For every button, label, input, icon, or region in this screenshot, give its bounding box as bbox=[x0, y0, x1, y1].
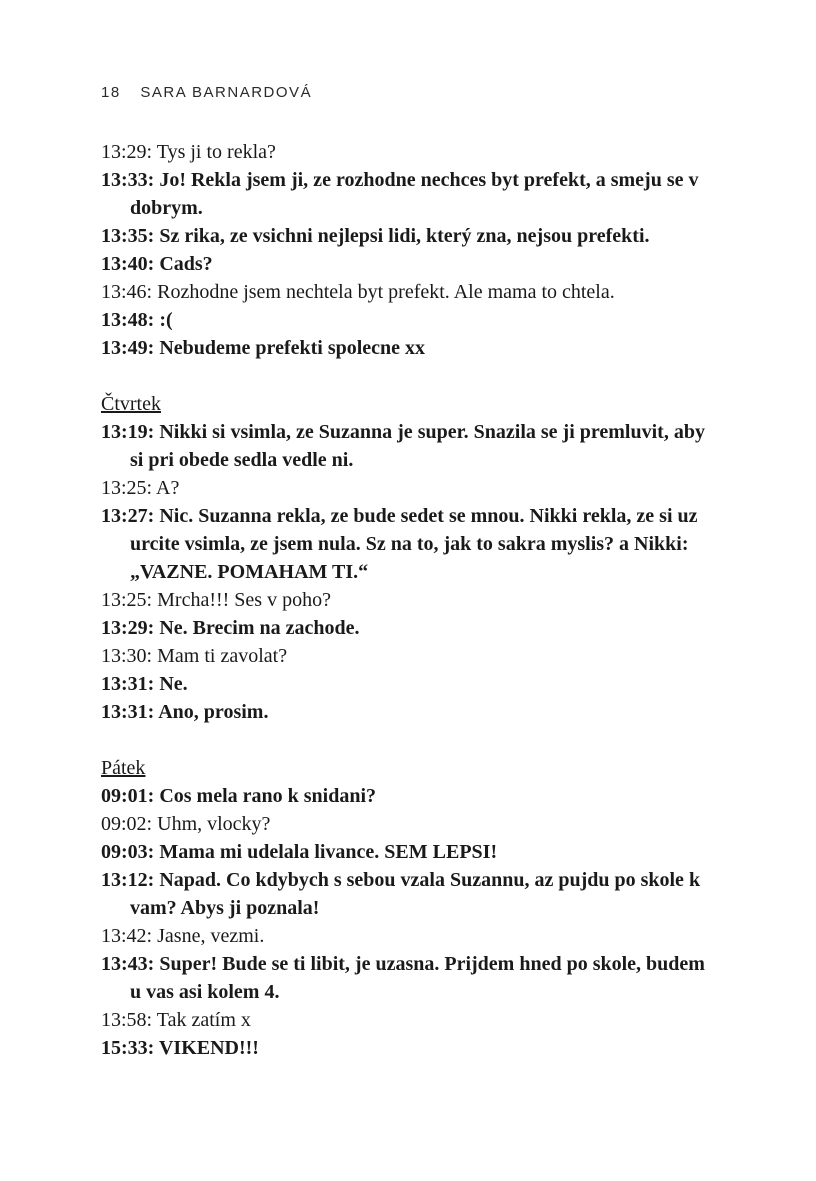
message-line bbox=[101, 334, 721, 362]
message-text: Super! Bude se ti libit, je uzasna. Prijdem hned po skole, budem u vas asi kolem 4. bbox=[130, 953, 705, 1003]
message-line bbox=[101, 166, 721, 222]
message-line bbox=[101, 866, 721, 922]
message-line bbox=[101, 418, 721, 474]
message-time: 13:46: bbox=[101, 281, 153, 303]
message-text: Cads? bbox=[159, 253, 213, 275]
message-line bbox=[101, 250, 721, 278]
message-time: 13:48: bbox=[101, 309, 155, 331]
message-text: :( bbox=[159, 309, 173, 331]
message-text: A? bbox=[156, 477, 180, 499]
message-line bbox=[101, 642, 721, 670]
section-gap bbox=[101, 726, 721, 754]
message-text: Tak zatím x bbox=[156, 1009, 251, 1031]
author-name: SARA BARNARDOVÁ bbox=[140, 84, 313, 101]
message-time: 13:40: bbox=[101, 253, 155, 275]
message-line bbox=[101, 138, 721, 166]
message-time: 13:31: bbox=[101, 701, 155, 723]
message-time: 09:01: bbox=[101, 785, 155, 807]
message-time: 13:33: bbox=[101, 169, 155, 191]
message-time: 13:30: bbox=[101, 645, 153, 667]
running-header bbox=[101, 84, 312, 101]
message-text: Nebudeme prefekti spolecne xx bbox=[159, 337, 426, 359]
message-text: Tys ji to rekla? bbox=[156, 141, 276, 163]
message-line bbox=[101, 950, 721, 1006]
message-time: 13:27: bbox=[101, 505, 155, 527]
message-time: 13:58: bbox=[101, 1009, 153, 1031]
day-heading: Čtvrtek bbox=[101, 393, 161, 415]
message-line bbox=[101, 838, 721, 866]
message-line bbox=[101, 474, 721, 502]
message-text: Nikki si vsimla, ze Suzanna je super. Snazila se ji premluvit, aby si pri obede sedla vedle ni. bbox=[130, 421, 705, 471]
message-text: Mrcha!!! Ses v poho? bbox=[157, 589, 331, 611]
message-line bbox=[101, 922, 721, 950]
message-time: 13:25: bbox=[101, 589, 153, 611]
section-gap bbox=[101, 362, 721, 390]
message-text: Uhm, vlocky? bbox=[157, 813, 271, 835]
message-line bbox=[101, 222, 721, 250]
message-text: Jo! Rekla jsem ji, ze rozhodne nechces byt prefekt, a smeju se v dobrym. bbox=[130, 169, 699, 219]
message-text: Ne. Brecim na zachode. bbox=[159, 617, 360, 639]
message-text: Ne. bbox=[159, 673, 188, 695]
message-line bbox=[101, 1006, 721, 1034]
message-text: Sz rika, ze vsichni nejlepsi lidi, který zna, nejsou prefekti. bbox=[159, 225, 650, 247]
message-time: 13:25: bbox=[101, 477, 153, 499]
message-text: Jasne, vezmi. bbox=[157, 925, 265, 947]
message-line bbox=[101, 698, 721, 726]
message-text: Cos mela rano k snidani? bbox=[159, 785, 377, 807]
message-time: 13:31: bbox=[101, 673, 155, 695]
page-number: 18 bbox=[101, 84, 121, 101]
message-line bbox=[101, 1034, 721, 1062]
chat-log bbox=[101, 138, 721, 1062]
message-line bbox=[101, 810, 721, 838]
message-line bbox=[101, 782, 721, 810]
day-heading: Pátek bbox=[101, 757, 146, 779]
message-text: Mama mi udelala livance. SEM LEPSI! bbox=[159, 841, 498, 863]
message-time: 13:19: bbox=[101, 421, 155, 443]
message-time: 13:29: bbox=[101, 141, 153, 163]
message-time: 13:12: bbox=[101, 869, 155, 891]
message-line bbox=[101, 614, 721, 642]
message-line bbox=[101, 670, 721, 698]
message-text: Napad. Co kdybych s sebou vzala Suzannu, az pujdu po skole k vam? Abys ji poznala! bbox=[130, 869, 701, 919]
message-time: 15:33: bbox=[101, 1037, 155, 1059]
message-time: 09:03: bbox=[101, 841, 155, 863]
message-text: Ano, prosim. bbox=[158, 701, 269, 723]
message-text: Mam ti zavolat? bbox=[157, 645, 288, 667]
message-text: Nic. Suzanna rekla, ze bude sedet se mnou. Nikki rekla, ze si uz urcite vsimla, ze jsem nula. Sz na to, jak to sakra myslis? a Nikki: „VAZNE. POMAHAM TI.“ bbox=[130, 505, 698, 583]
message-line bbox=[101, 586, 721, 614]
message-text: Rozhodne jsem nechtela byt prefekt. Ale mama to chtela. bbox=[157, 281, 615, 303]
message-line bbox=[101, 278, 721, 306]
message-time: 13:29: bbox=[101, 617, 155, 639]
message-time: 13:43: bbox=[101, 953, 155, 975]
message-text: VIKEND!!! bbox=[158, 1037, 259, 1059]
message-time: 13:49: bbox=[101, 337, 155, 359]
message-time: 09:02: bbox=[101, 813, 153, 835]
message-line bbox=[101, 306, 721, 334]
message-time: 13:35: bbox=[101, 225, 155, 247]
message-line bbox=[101, 502, 721, 586]
message-time: 13:42: bbox=[101, 925, 153, 947]
